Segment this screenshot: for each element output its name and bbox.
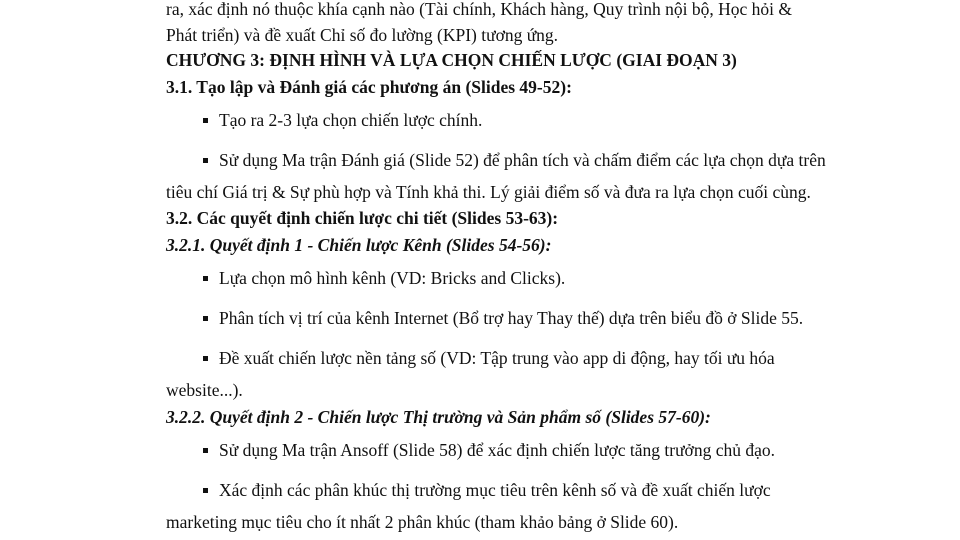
paragraph-line: ra, xác định nó thuộc khía cạnh nào (Tài chính, Khách hàng, Quy trình nội bộ, Học hỏi & (166, 0, 792, 19)
bullet-item: Sử dụng Ma trận Đánh giá (Slide 52) để phân tích và chấm điểm các lựa chọn dựa trên (219, 150, 826, 170)
section-heading: 3.1. Tạo lập và Đánh giá các phương án (Slides 49-52): (166, 77, 572, 97)
bullet-icon (203, 276, 208, 281)
subsection-heading: 3.2.2. Quyết định 2 - Chiến lược Thị trường và Sản phẩm số (Slides 57-60): (166, 407, 711, 427)
subsection-heading: 3.2.1. Quyết định 1 - Chiến lược Kênh (Slides 54-56): (166, 235, 552, 255)
bullet-item: Lựa chọn mô hình kênh (VD: Bricks and Clicks). (219, 268, 566, 288)
bullet-item-continuation: website...). (166, 380, 243, 400)
bullet-item: Phân tích vị trí của kênh Internet (Bổ trợ hay Thay thế) dựa trên biểu đồ ở Slide 55. (219, 308, 804, 328)
bullet-icon (203, 488, 208, 493)
bullet-icon (203, 158, 208, 163)
bullet-item-continuation: marketing mục tiêu cho ít nhất 2 phân khúc (tham khảo bảng ở Slide 60). (166, 512, 679, 532)
bullet-item: Sử dụng Ma trận Ansoff (Slide 58) để xác định chiến lược tăng trưởng chủ đạo. (219, 440, 775, 460)
bullet-icon (203, 356, 208, 361)
paragraph-line: Phát triển) và đề xuất Chỉ số đo lường (KPI) tương ứng. (166, 25, 559, 45)
bullet-item: Đề xuất chiến lược nền tảng số (VD: Tập trung vào app di động, hay tối ưu hóa (219, 348, 775, 368)
section-heading: 3.2. Các quyết định chiến lược chi tiết (Slides 53-63): (166, 208, 559, 228)
chapter-heading: CHƯƠNG 3: ĐỊNH HÌNH VÀ LỰA CHỌN CHIẾN LƯỢC (GIAI ĐOẠN 3) (166, 50, 737, 70)
bullet-item-continuation: tiêu chí Giá trị & Sự phù hợp và Tính khả thi. Lý giải điểm số và đưa ra lựa chọn cuối cùng. (166, 182, 811, 202)
bullet-icon (203, 118, 208, 123)
bullet-icon (203, 448, 208, 453)
bullet-icon (203, 316, 208, 321)
bullet-item: Tạo ra 2-3 lựa chọn chiến lược chính. (219, 110, 483, 130)
bullet-item: Xác định các phân khúc thị trường mục tiêu trên kênh số và đề xuất chiến lược (219, 480, 771, 500)
